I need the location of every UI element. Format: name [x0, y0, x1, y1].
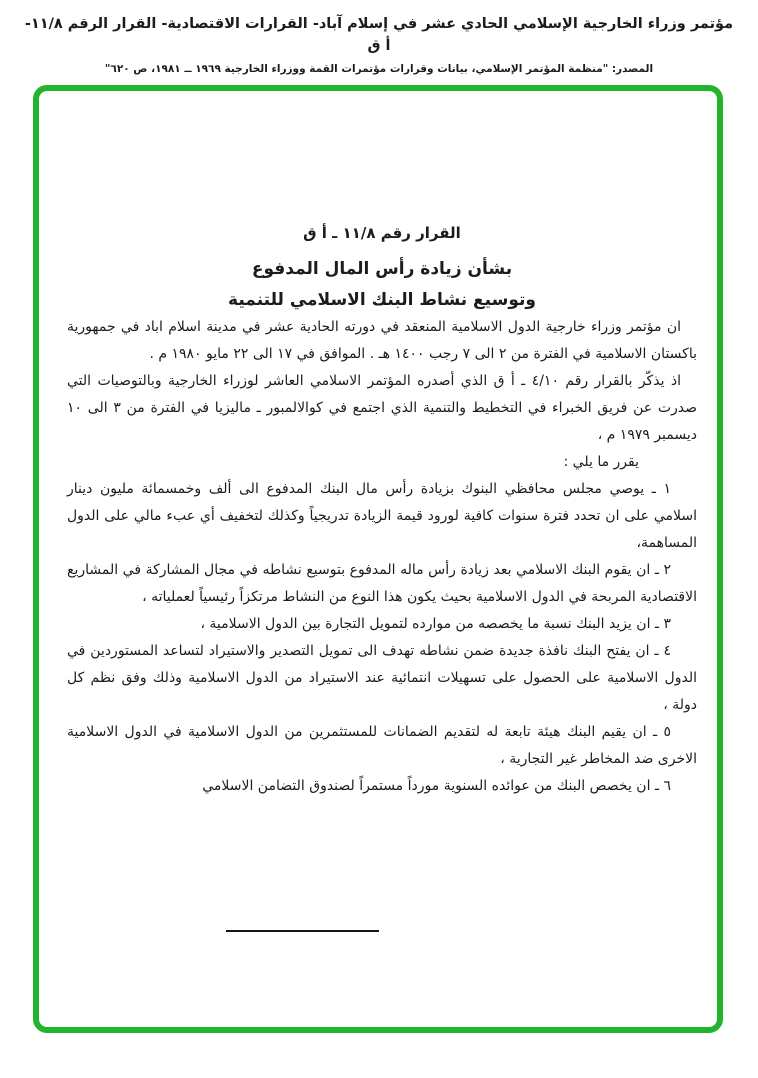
resolution-number-heading: القرار رقم ١١/٨ ـ أ ق [303, 224, 461, 242]
resolution-item-2: ٢ ـ ان يقوم البنك الاسلامي بعد زيادة رأس ماله المدفوع بتوسيع نشاطه في مجال المشاركة في المشاريع الاقتصادية المربحة في الدول الاسلامية بحيث يكون هذا النوع من النشاط مرتكزاً رئيسياً لعملياته ، [67, 562, 697, 605]
preamble-paragraph-2: اذ يذكّر بالقرار رقم ٤/١٠ ـ أ ق الذي أصدره المؤتمر الاسلامي العاشر لوزراء الخارجية وبالتوصيات التي صدرت عن فريق الخبراء في التخطيط والتنمية الذي اجتمع في كوالالمبور ـ ماليزيا في الفترة من ٣ الى ١٠ ديسمبر ١٩٧٩ م ، [67, 373, 697, 443]
decides-label: يقرر ما يلي : [563, 454, 639, 470]
preamble-paragraph-1: ان مؤتمر وزراء خارجية الدول الاسلامية المنعقد في دورته الحادية عشر في مدينة اسلام اباد في جمهورية باكستان الاسلامية في الفترة من ٢ الى ٧ رجب ١٤٠٠ هـ . الموافق في ١٧ الى ٢٢ مايو ١٩٨٠ م . [67, 319, 697, 362]
closing-rule [226, 930, 379, 932]
header-source-line: المصدر: "منظمة المؤتمر الإسلامي، بيانات وقرارات مؤتمرات القمة ووزراء الخارجية ١٩٦٩ ــ ١٩٨١، ص ٦٢٠" [104, 63, 654, 75]
resolution-subject-line-2: وتوسيع نشاط البنك الاسلامي للتنمية [228, 290, 536, 310]
header-citation-line: مؤتمر وزراء الخارجية الإسلامي الحادي عشر في إسلام آباد- القرارات الاقتصادية- القرار الرقم ١١/٨- أ ق [24, 16, 734, 54]
resolution-item-3: ٣ ـ ان يزيد البنك نسبة ما يخصصه من موارده لتمويل التجارة بين الدول الاسلامية ، [200, 616, 671, 632]
resolution-item-6: ٦ ـ ان يخصص البنك من عوائده السنوية مورداً مستمراً لصندوق التضامن الاسلامي [202, 778, 671, 794]
page-header [20, 13, 738, 77]
resolution-item-5: ٥ ـ ان يقيم البنك هيئة تابعة له لتقديم الضمانات للمستثمرين من الدول الاسلامية في الدول الاسلامية الاخرى ضد المخاطر غير التجارية ، [67, 724, 697, 767]
resolution-item-4: ٤ ـ ان يفتح البنك نافذة جديدة ضمن نشاطه تهدف الى تمويل التصدير والاستيراد لتساعد المستوردين في الدول الاسلامية على الحصول على تسهيلات انتمائية عند الاستيراد من الدول الاسلامية وذلك وفق نظم كل دولة ، [67, 643, 697, 713]
document-body [39, 91, 717, 800]
document-frame [33, 85, 723, 1033]
resolution-item-1: ١ ـ يوصي مجلس محافظي البنوك بزيادة رأس مال البنك المدفوع الى ألف وخمسمائة مليون دينار اسلامي على ان تحدد فترة سنوات كافية لورود قيمة الزيادة تدريجياً وكذلك لتخفيف أي عبء مالي على الدول المساهمة، [67, 481, 697, 551]
resolution-subject-line-1: بشأن زيادة رأس المال المدفوع [251, 259, 513, 279]
